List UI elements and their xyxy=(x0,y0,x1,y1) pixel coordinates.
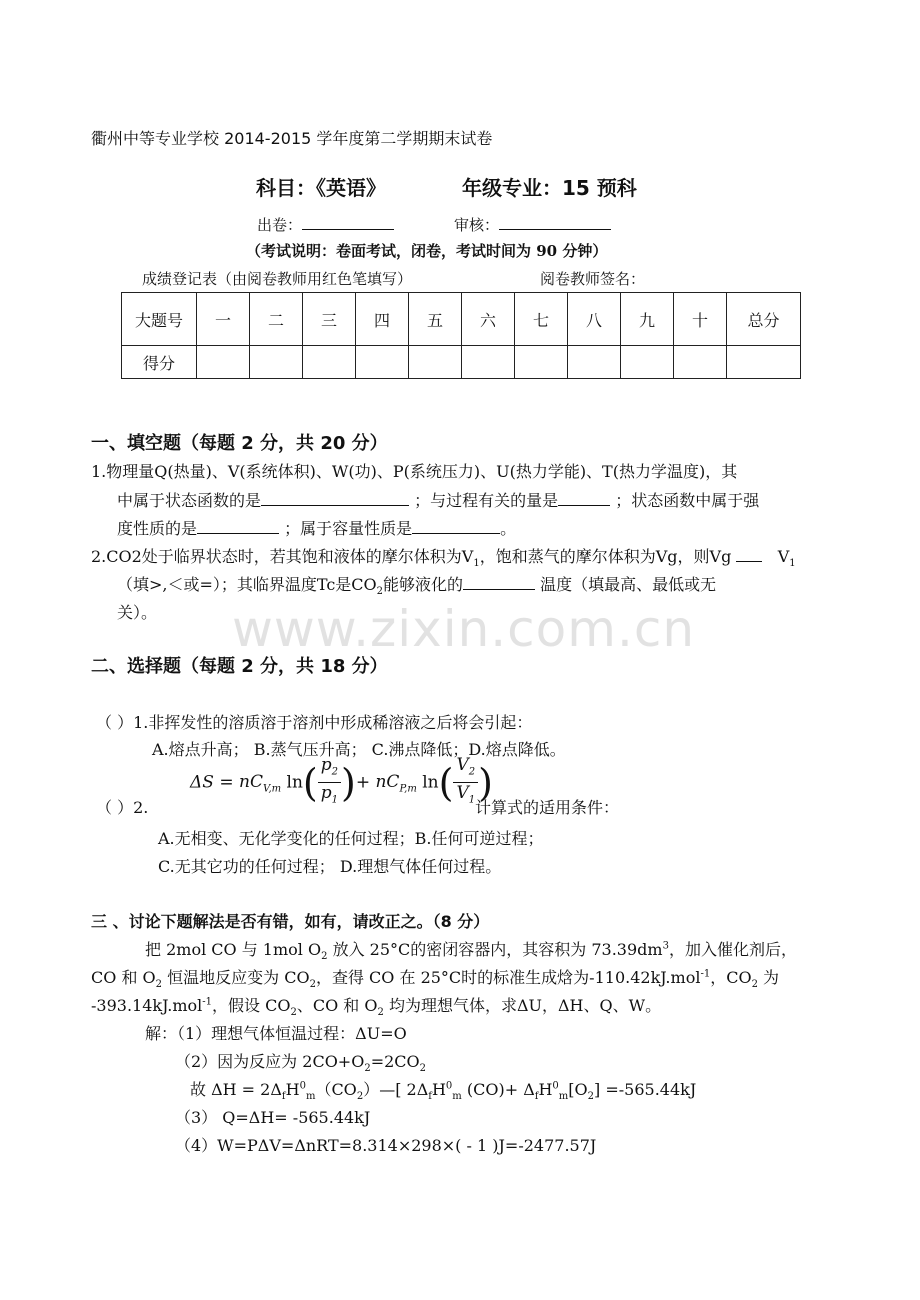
text: ，加入催化剂后， xyxy=(668,940,797,959)
answer-blank[interactable] xyxy=(736,547,762,562)
s1-q2-line1: 2.CO2处于临界状态时，若其饱和液体的摩尔体积为$V_1$，饱和蒸气的摩尔体积为Vg，则Vg $V_1$ xyxy=(91,547,796,570)
s2-q1: （ ）1.非挥发性的溶质溶于溶剂中形成稀溶液之后将会引起： xyxy=(96,713,533,732)
score-cell[interactable] xyxy=(674,346,727,379)
text: ；状态函数中属于强 xyxy=(615,491,760,510)
text: （2）因为反应为 2CO+O xyxy=(175,1052,365,1071)
text: 。 xyxy=(500,519,517,538)
examiner-field xyxy=(257,214,394,235)
s3-step-2-calc: 故 $\Delta H = 2\Delta_fH^0_m(CO_2)—$[ $2\Delta_fH^0_m$ $(CO)+ \Delta_fH^0_m[O_2] =-565.44kJ$ xyxy=(190,1080,697,1103)
examiner-label: 出卷： xyxy=(257,216,303,234)
score-cell[interactable] xyxy=(409,346,462,379)
s3-step-4: （4）W=PΔV=ΔnRT=8.314×298×( - 1 )J=-2477.57J xyxy=(175,1136,597,1155)
text: ，CO xyxy=(710,968,752,987)
score-cell[interactable] xyxy=(197,346,250,379)
watermark: www.zixin.com.cn xyxy=(232,600,696,658)
score-record-label: 成绩登记表（由阅卷教师用红色笔填写） xyxy=(142,270,413,288)
s1-q2-line3: 关）。 xyxy=(117,603,158,622)
text: CO 和 O xyxy=(91,968,156,987)
subject-title: 科目：《英语》 xyxy=(256,176,386,200)
answer-blank[interactable] xyxy=(463,575,535,590)
grader-sign-label: 阅卷教师签名： xyxy=(540,270,646,288)
text: 均为理想气体，求ΔU，ΔH、Q、W。 xyxy=(383,996,662,1015)
text: 度性质的是 xyxy=(117,519,198,538)
s3-step-1: 解：（1）理想气体恒温过程：ΔU=O xyxy=(145,1024,407,1043)
score-cell[interactable] xyxy=(356,346,409,379)
score-cell[interactable] xyxy=(462,346,515,379)
text: 能够液化的 xyxy=(383,575,464,594)
s2-q1-options: A.熔点升高； B.蒸气压升高； C.沸点降低；D.熔点降低。 xyxy=(152,740,566,759)
table-header-cell: 一 xyxy=(197,293,250,346)
text: 2.CO2处于临界状态时，若其饱和液体的摩尔体积为V xyxy=(91,547,474,566)
text: =2CO xyxy=(370,1052,420,1071)
s2-q2: （ ）2. xyxy=(96,798,149,817)
table-header-cell: 八 xyxy=(568,293,621,346)
s3-step-2: （2）因为反应为 $2CO+O_2=2CO_2$ xyxy=(175,1052,427,1075)
s1-q1-line1: 1.物理量Q(热量)、V(系统体积)、W(功)、P(系统压力)、U(热力学能)、T(热力学温度)，其 xyxy=(91,462,738,481)
s2-q2-options-2: C.无其它功的任何过程； D.理想气体任何过程。 xyxy=(158,857,502,876)
s2-q2-options-1: A.无相变、无化学变化的任何过程；B.任何可逆过程； xyxy=(158,829,544,848)
section2-title: 二、选择题（每题 2 分，共 18 分） xyxy=(91,656,388,677)
table-header-cell: 六 xyxy=(462,293,515,346)
s3-step-3: （3） Q=ΔH= -565.44kJ xyxy=(175,1108,371,1127)
s3-para-2: CO 和 $O_2$ 恒温地反应变为 $CO_2$，查得 CO 在 25°C时的标准生成焓为-110.42kJ.mol$^{-1}$，$CO_2$ 为 xyxy=(91,968,780,991)
s3-para-3: -393.14kJ.mol$^{-1}$，假设 $CO_2$、CO 和 $O_2$ 均为理想气体，求ΔU，ΔH、Q、W。 xyxy=(91,996,662,1019)
text: ，假设 CO xyxy=(212,996,291,1015)
score-row-label: 得分 xyxy=(122,346,197,379)
school-title: 衢州中等专业学校 2014-2015 学年度第二学期期末试卷 xyxy=(91,129,493,148)
text: 为 xyxy=(757,968,780,987)
answer-blank[interactable] xyxy=(412,519,500,534)
section1-title: 一、填空题（每题 2 分，共 20 分） xyxy=(91,433,388,454)
table-header-cell: 十 xyxy=(674,293,727,346)
score-cell[interactable] xyxy=(727,346,801,379)
s1-q1-line2 xyxy=(117,488,759,511)
text: 温度（填最高、最低或无 xyxy=(540,575,717,594)
text: ；与过程有关的量是 xyxy=(414,491,559,510)
text: ；属于容量性质是 xyxy=(284,519,413,538)
text: 、CO 和 O xyxy=(296,996,378,1015)
reviewer-label: 审核： xyxy=(454,216,500,234)
entropy-formula: $\Delta S = nC_{V,m}$ ln( $\frac{p_2}{p_1}$ )+ $nC_{P,m}$ ln( $\frac{V_2}{V_1}$ ) xyxy=(190,755,493,806)
text: ，饱和蒸气的摩尔体积为Vg，则Vg xyxy=(479,547,732,566)
grade-title: 年级专业：15 预科 xyxy=(462,176,637,200)
score-cell[interactable] xyxy=(303,346,356,379)
text: V xyxy=(777,547,790,566)
table-header-cell: 四 xyxy=(356,293,409,346)
s3-para-1: 把 2mol CO 与 1mol $O_2$ 放入 25°C的密闭容器内，其容积为 $73.39dm^3$，加入催化剂后， xyxy=(145,940,797,963)
text: 放入 25°C的密闭容器内，其容积为 73.39dm xyxy=(327,940,663,959)
section3-title: 三 、讨论下题解法是否有错，如有，请改正之。（8 分） xyxy=(91,912,490,931)
table-header-cell: 大题号 xyxy=(122,293,197,346)
s1-q2-line2: （填>,＜或=）；其临界温度Tc是$CO_2$能够液化的 温度（填最高、最低或无 xyxy=(117,575,717,598)
table-header-cell: 七 xyxy=(515,293,568,346)
table-header-cell: 二 xyxy=(250,293,303,346)
text: （填>,＜或=）；其临界温度Tc是CO xyxy=(117,575,377,594)
text: -393.14kJ.mol xyxy=(91,996,203,1015)
score-cell[interactable] xyxy=(568,346,621,379)
text: 恒温地反应变为 CO xyxy=(162,968,310,987)
text: 中属于状态函数的是 xyxy=(117,491,262,510)
score-cell[interactable] xyxy=(250,346,303,379)
table-header-cell: 三 xyxy=(303,293,356,346)
table-header-cell: 五 xyxy=(409,293,462,346)
reviewer-field xyxy=(454,214,611,235)
examiner-blank[interactable] xyxy=(302,215,394,230)
s2-q2-suffix: 计算式的适用条件： xyxy=(475,798,620,817)
text: 把 2mol CO 与 1mol O xyxy=(145,940,322,959)
answer-blank[interactable] xyxy=(558,491,610,506)
score-cell[interactable] xyxy=(515,346,568,379)
table-header-cell: 九 xyxy=(621,293,674,346)
answer-blank[interactable] xyxy=(197,519,279,534)
s1-q1-line3 xyxy=(117,516,516,539)
text: ，查得 CO 在 25°C时的标准生成焓为-110.42kJ.mol xyxy=(315,968,701,987)
table-header-cell: 总分 xyxy=(727,293,801,346)
score-table xyxy=(121,292,801,379)
score-cell[interactable] xyxy=(621,346,674,379)
reviewer-blank[interactable] xyxy=(499,215,611,230)
exam-note: （考试说明：卷面考试，闭卷，考试时间为 90 分钟） xyxy=(246,242,608,260)
answer-blank[interactable] xyxy=(261,491,409,506)
